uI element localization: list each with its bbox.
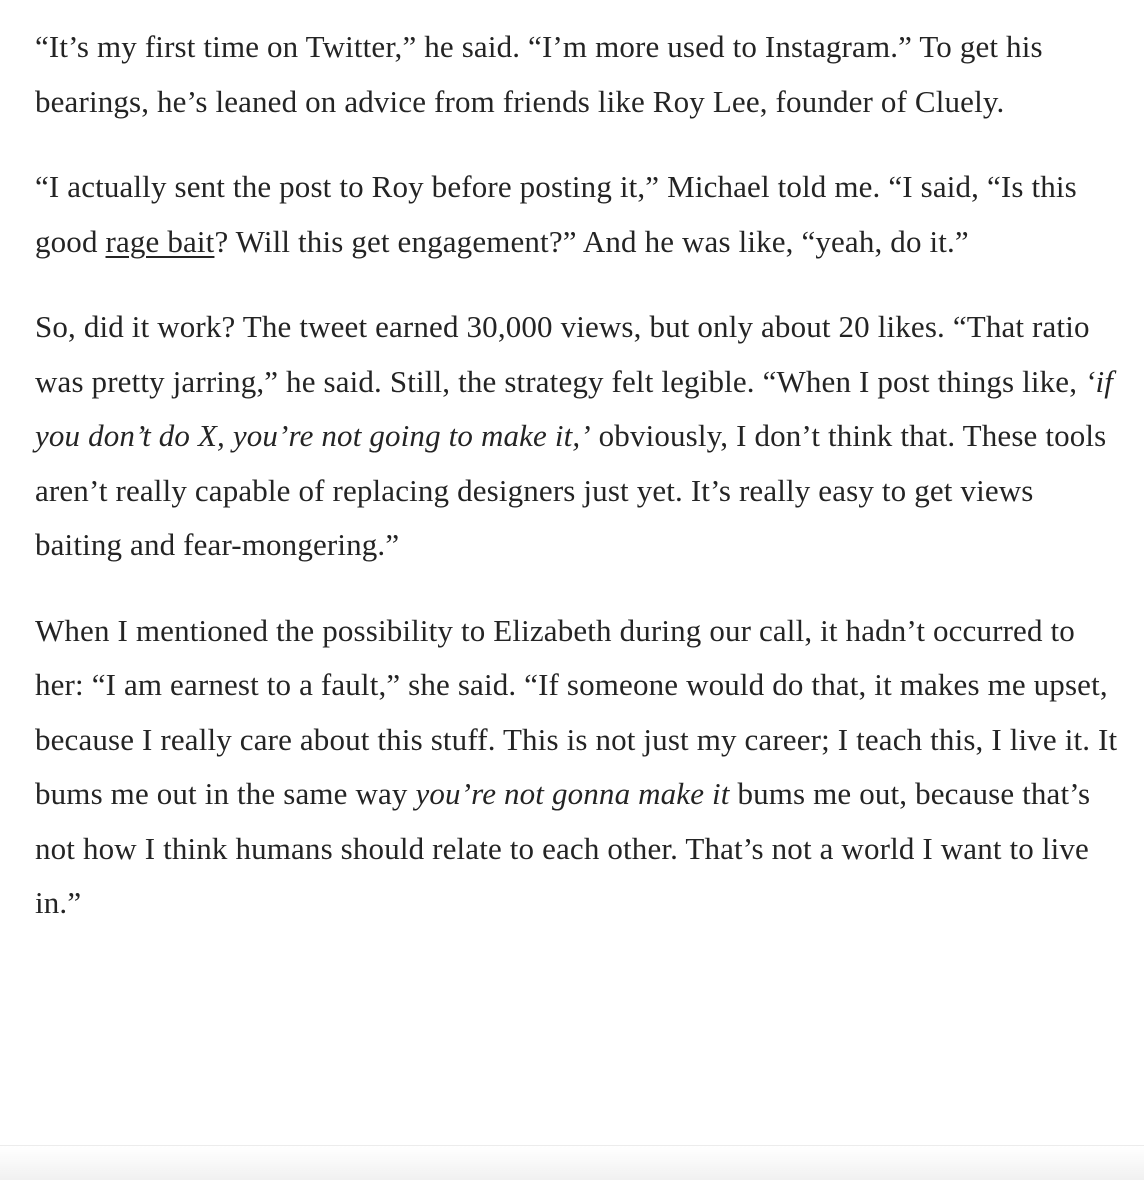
paragraph-3-italic-quote: ‘if you don’t do X, you’re not going to make it,’ [35, 363, 1114, 453]
paragraph-3 [35, 300, 1125, 573]
rage-bait-link[interactable]: rage bait [105, 223, 215, 259]
paragraph-4-text-start: When I mentioned the possibility to Elizabeth during our call, it hadn’t occurred to her: “I am earnest to a fault,” she said. “If someone would do that, it makes me upset, because I really care about this stuff. This is not just my career; I teach this, I live it. It bums me out in the same way [35, 612, 1118, 811]
bottom-fade [0, 1145, 1144, 1180]
paragraph-4-text-end: bums me out, because that’s not how I think humans should relate to each other. That’s not a world I want to live in.” [35, 776, 1091, 920]
paragraph-3-text-start: So, did it work? The tweet earned 30,000 views, but only about 20 likes. “That ratio was pretty jarring,” he said. Still, the strategy felt legible. “When I post things like, [35, 309, 1090, 399]
paragraph-1 [35, 20, 1125, 129]
paragraph-3-text-end: obviously, I don’t think that. These tools aren’t really capable of replacing designers just yet. It’s really easy to get views baiting and fear-mongering.” [35, 418, 1107, 562]
article-body [35, 20, 1125, 962]
paragraph-4 [35, 604, 1125, 931]
paragraph-1-text: “It’s my first time on Twitter,” he said. “I’m more used to Instagram.” To get his bearings, he’s leaned on advice from friends like Roy Lee, founder of Cluely. [35, 29, 1043, 119]
paragraph-2-text-start: “I actually sent the post to Roy before posting it,” Michael told me. “I said, “Is this good [35, 169, 1077, 259]
paragraph-2 [35, 160, 1125, 269]
paragraph-2-text-end: ? Will this get engagement?” And he was like, “yeah, do it.” [214, 223, 969, 259]
paragraph-4-italic-phrase: you’re not gonna make it [415, 776, 730, 811]
